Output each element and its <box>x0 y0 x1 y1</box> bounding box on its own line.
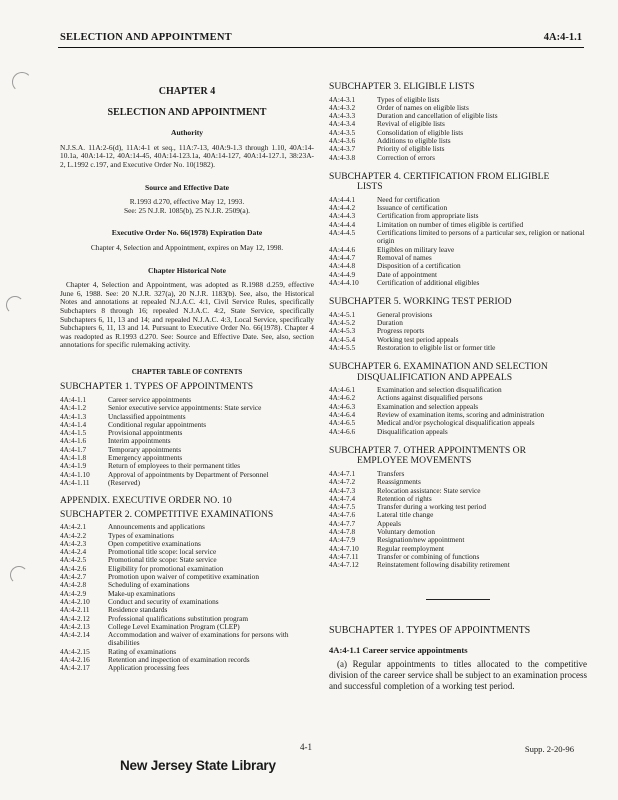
toc-entry-number: 4A:4-7.5 <box>329 502 356 512</box>
toc-entry-number: 4A:4-7.12 <box>329 560 359 570</box>
chapter-title: SELECTION AND APPOINTMENT <box>107 106 267 118</box>
toc-entry <box>329 129 587 137</box>
toc-entry-number: 4A:4-5.3 <box>329 326 356 336</box>
toc-entry-title: Accommodation and waiver of examinations for persons with disabilities <box>108 630 289 648</box>
toc-entry <box>60 598 314 606</box>
toc-sub5-title: SUBCHAPTER 5. WORKING TEST PERIOD <box>329 296 512 308</box>
toc-entry <box>329 428 587 436</box>
toc-entry-title: Application processing fees <box>108 663 190 673</box>
toc-entry-number: 4A:4-1.3 <box>60 411 87 421</box>
toc-entry-number: 4A:4-1.9 <box>60 461 87 471</box>
toc-sub6-title-line1: SUBCHAPTER 6. EXAMINATION AND SELECTION <box>329 361 548 373</box>
toc-entry-title: Regular reemployment <box>377 543 445 553</box>
toc-sub2-title: SUBCHAPTER 2. COMPETITIVE EXAMINATIONS <box>60 508 274 520</box>
toc-entry-number: 4A:4-1.5 <box>60 428 87 438</box>
toc-entry-title: Progress reports <box>377 326 425 336</box>
toc-entry-title: Duration and cancellation of eligible lists <box>377 111 498 121</box>
toc-entry-title: Consolidation of eligible lists <box>377 127 464 137</box>
toc-entry-title: Senior executive service appointments: State service <box>108 403 262 413</box>
toc-entry-number: 4A:4-2.10 <box>60 596 90 606</box>
toc-entry-title: Medical and/or psychological disqualification appeals <box>377 418 535 428</box>
toc-entry-title: Relocation assistance: State service <box>377 485 481 495</box>
toc-sub6-list <box>329 386 587 436</box>
toc-entry-number: 4A:4-2.15 <box>60 646 90 656</box>
toc-entry-number: 4A:4-2.4 <box>60 547 87 557</box>
toc-entry-title: Working test period appeals <box>377 334 459 344</box>
toc-entry-title: Examination and selection disqualification <box>377 385 502 395</box>
toc-entry-number: 4A:4-7.7 <box>329 518 356 528</box>
toc-entry-title: Transfer or combining of functions <box>377 551 480 561</box>
right-column <box>329 56 587 692</box>
toc-entry-title: Disposition of a certification <box>377 261 461 271</box>
toc-sub7-list <box>329 470 587 570</box>
toc-sub6-title-line2: DISQUALIFICATION AND APPEALS <box>357 371 513 383</box>
toc-sub4-title-line2: LISTS <box>357 181 383 193</box>
toc-entry-title: Reinstatement following disability retirement <box>377 560 510 570</box>
toc-entry-title: Removal of names <box>377 252 432 262</box>
toc-entry-number: 4A:4-3.7 <box>329 144 356 154</box>
toc-sub7-title-line1: SUBCHAPTER 7. OTHER APPOINTMENTS OR <box>329 444 526 456</box>
toc-entry-number: 4A:4-4.5 <box>329 228 356 238</box>
toc-sub3-list <box>329 96 587 162</box>
toc-entry <box>60 523 314 531</box>
toc-entry-number: 4A:4-6.3 <box>329 401 356 411</box>
toc-entry-number: 4A:4-2.8 <box>60 580 87 590</box>
toc-entry-number: 4A:4-7.3 <box>329 485 356 495</box>
body-subchapter-title: SUBCHAPTER 1. TYPES OF APPOINTMENTS <box>329 625 531 637</box>
toc-sub3-title: SUBCHAPTER 3. ELIGIBLE LISTS <box>329 81 475 92</box>
toc-entry-number: 4A:4-3.6 <box>329 135 356 145</box>
toc-entry-title: Interim appointments <box>108 436 171 446</box>
toc-entry-title: Temporary appointments <box>108 444 182 454</box>
toc-entry-title: Approval of appointments by Department of Personnel <box>108 469 269 479</box>
toc-entry-number: 4A:4-7.10 <box>329 543 359 553</box>
toc-entry <box>60 437 314 445</box>
toc-entry-number: 4A:4-2.6 <box>60 563 87 573</box>
chapter-label: CHAPTER 4 <box>158 86 216 97</box>
toc-sub2-list <box>60 523 314 672</box>
toc-entry-title: Examination and selection appeals <box>377 401 479 411</box>
library-stamp: New Jersey State Library <box>120 758 276 773</box>
toc-entry <box>60 446 314 454</box>
toc-entry-number: 4A:4-4.4 <box>329 219 356 229</box>
toc-entry-title: Provisional appointments <box>108 428 183 438</box>
body-paragraph: (a) Regular appointments to titles allocated to the competitive division of the career service shall be subject to an examination process and successful completion of a working test period. <box>329 658 587 691</box>
toc-entry-title: Revival of eligible lists <box>377 119 445 129</box>
toc-entry-title: Career service appointments <box>108 394 192 404</box>
toc-entry-title: Additions to eligible lists <box>377 135 451 145</box>
toc-entry <box>329 487 587 495</box>
left-column <box>60 56 314 673</box>
toc-entry-title: Appeals <box>377 518 401 528</box>
toc-entry <box>329 511 587 519</box>
toc-entry-number: 4A:4-5.4 <box>329 334 356 344</box>
toc-entry-number: 4A:4-4.6 <box>329 244 356 254</box>
toc-entry-number: 4A:4-1.2 <box>60 403 87 413</box>
toc-entry-title: Lateral title change <box>377 510 434 520</box>
history-heading: Chapter Historical Note <box>148 265 226 275</box>
toc-entry <box>329 419 587 427</box>
toc-entry-title: Transfer during a working test period <box>377 502 486 512</box>
scan-mark <box>6 296 24 314</box>
toc-entry <box>329 196 587 204</box>
toc-entry-number: 4A:4-7.6 <box>329 510 356 520</box>
toc-entry-number: 4A:4-2.2 <box>60 530 87 540</box>
running-header-section: 4A:4-1.1 <box>543 32 582 43</box>
toc-entry-number: 4A:4-6.1 <box>329 385 356 395</box>
toc-entry-number: 4A:4-1.1 <box>60 394 87 404</box>
toc-entry-title: Professional qualifications substitution program <box>108 613 249 623</box>
toc-entry-title: Certification of additional eligibles <box>377 277 480 287</box>
toc-entry <box>329 279 587 287</box>
toc-entry-number: 4A:4-3.1 <box>329 94 356 104</box>
toc-entry-number: 4A:4-6.4 <box>329 410 356 420</box>
toc-entry-number: 4A:4-7.1 <box>329 468 356 478</box>
toc-entry <box>329 137 587 145</box>
toc-entry <box>329 520 587 528</box>
toc-entry <box>329 536 587 544</box>
running-header-title: SELECTION AND APPOINTMENT <box>60 32 232 43</box>
toc-entry-title: Resignation/new appointment <box>377 535 465 545</box>
toc-entry-title: General provisions <box>377 309 433 319</box>
body-section-heading: 4A:4-1.1 Career service appointments <box>329 644 468 655</box>
source-line-2: See: 25 N.J.R. 1085(b), 25 N.J.R. 2509(a). <box>123 205 251 215</box>
toc-entry-title: Eligibility for promotional examination <box>108 563 224 573</box>
toc-entry-number: 4A:4-6.6 <box>329 426 356 436</box>
toc-entry-title: Review of examination items, scoring and administration <box>377 410 545 420</box>
toc-entry-title: Order of names on eligible lists <box>377 102 469 112</box>
toc-entry <box>329 112 587 120</box>
toc-entry-title: Duration <box>377 317 403 327</box>
authority-heading: Authority <box>170 128 204 138</box>
toc-entry-number: 4A:4-2.7 <box>60 572 87 582</box>
toc-entry-number: 4A:4-4.2 <box>329 203 356 213</box>
toc-entry-number: 4A:4-5.5 <box>329 342 356 352</box>
toc-entry-title: Disqualification appeals <box>377 426 448 436</box>
toc-entry-number: 4A:4-2.14 <box>60 630 90 640</box>
toc-entry-title: Make-up examinations <box>108 588 176 598</box>
toc-entry-number: 4A:4-2.5 <box>60 555 87 565</box>
toc-entry-number: 4A:4-2.17 <box>60 663 90 673</box>
toc-entry-title: Priority of eligible lists <box>377 144 445 154</box>
toc-entry <box>329 503 587 511</box>
toc-entry <box>60 429 314 437</box>
toc-entry-title: Actions against disqualified persons <box>377 393 483 403</box>
toc-entry-number: 4A:4-1.8 <box>60 453 87 463</box>
toc-entry-title: Need for certification <box>377 194 440 204</box>
eo-text: Chapter 4, Selection and Appointment, expires on May 12, 1998. <box>90 242 284 252</box>
toc-appendix: APPENDIX. EXECUTIVE ORDER NO. 10 <box>60 495 232 507</box>
toc-entry-title: Certification from appropriate lists <box>377 211 479 221</box>
toc-entry-number: 4A:4-5.1 <box>329 309 356 319</box>
toc-entry <box>329 344 587 352</box>
toc-entry <box>60 581 314 589</box>
toc-entry-number: 4A:4-4.1 <box>329 194 356 204</box>
toc-sub1-list <box>60 396 314 487</box>
toc-entry-title: (Reserved) <box>108 477 141 487</box>
toc-entry-number: 4A:4-7.8 <box>329 526 356 536</box>
toc-entry <box>329 470 587 478</box>
toc-sub4-title <box>329 172 587 193</box>
toc-entry-title: Reassignments <box>377 477 421 487</box>
toc-entry-title: Retention and inspection of examination records <box>108 654 250 664</box>
toc-entry-title: Scheduling of examinations <box>108 580 190 590</box>
toc-heading: CHAPTER TABLE OF CONTENTS <box>131 367 243 376</box>
toc-entry-title: Rating of examinations <box>108 646 177 656</box>
toc-entry <box>60 664 314 672</box>
toc-entry <box>329 262 587 270</box>
toc-entry-number: 4A:4-3.5 <box>329 127 356 137</box>
toc-entry-title: Correction of errors <box>377 152 435 162</box>
toc-entry-number: 4A:4-3.2 <box>329 102 356 112</box>
toc-entry-title: Types of eligible lists <box>377 94 440 104</box>
toc-entry-number: 4A:4-1.6 <box>60 436 87 446</box>
toc-entry-number: 4A:4-1.7 <box>60 444 87 454</box>
toc-entry-title: Date of appointment <box>377 269 437 279</box>
toc-entry <box>329 246 587 254</box>
toc-entry-title: Promotional title scope: local service <box>108 547 217 557</box>
toc-sub7-title-line2: EMPLOYEE MOVEMENTS <box>357 455 472 467</box>
toc-entry-title: Promotional title scope: State service <box>108 555 217 565</box>
eo-heading: Executive Order No. 66(1978) Expiration Date <box>111 228 263 238</box>
toc-entry-number: 4A:4-7.2 <box>329 477 356 487</box>
toc-entry <box>60 404 314 412</box>
toc-entry-number: 4A:4-3.8 <box>329 152 356 162</box>
scan-mark <box>10 566 28 584</box>
toc-entry-number: 4A:4-4.9 <box>329 269 356 279</box>
toc-entry-number: 4A:4-4.7 <box>329 252 356 262</box>
toc-entry-title: Issuance of certification <box>377 203 448 213</box>
toc-entry-title: Types of examinations <box>108 530 174 540</box>
toc-entry <box>60 631 314 648</box>
toc-entry <box>60 421 314 429</box>
toc-entry-title: Conduct and security of examinations <box>108 596 219 606</box>
toc-entry-number: 4A:4-6.5 <box>329 418 356 428</box>
toc-entry-title: Unclassified appointments <box>108 411 186 421</box>
source-heading: Source and Effective Date <box>144 182 229 192</box>
toc-sub7-title <box>329 446 587 467</box>
toc-entry-title: Emergency appointments <box>108 453 183 463</box>
toc-entry-number: 4A:4-2.12 <box>60 613 90 623</box>
toc-sub6-title <box>329 362 587 383</box>
toc-entry <box>329 319 587 327</box>
toc-entry <box>329 561 587 569</box>
toc-entry-number: 4A:4-4.8 <box>329 261 356 271</box>
toc-entry-title: Announcements and applications <box>108 522 205 532</box>
toc-entry-number: 4A:4-5.2 <box>329 317 356 327</box>
toc-entry <box>60 479 314 487</box>
toc-entry-number: 4A:4-2.16 <box>60 654 90 664</box>
scan-mark <box>12 72 32 92</box>
toc-sub5-list <box>329 311 587 352</box>
toc-entry <box>329 229 587 246</box>
toc-entry-number: 4A:4-3.3 <box>329 111 356 121</box>
supplement-date: Supp. 2-20-96 <box>524 744 574 754</box>
toc-entry-number: 4A:4-4.3 <box>329 211 356 221</box>
toc-entry-title: Limitation on number of times eligible is certified <box>377 219 524 229</box>
header-rule <box>58 47 584 48</box>
toc-entry-number: 4A:4-2.13 <box>60 621 90 631</box>
toc-entry-title: Eligibles on military leave <box>377 244 455 254</box>
toc-sub4-list <box>329 196 587 287</box>
toc-entry-number: 4A:4-2.3 <box>60 538 87 548</box>
toc-entry-title: College Level Examination Program (CLEP) <box>108 621 240 631</box>
toc-entry <box>329 145 587 153</box>
toc-entry-number: 4A:4-4.10 <box>329 277 359 287</box>
toc-entry-title: Certifications limited to persons of a particular sex, religion or national origin <box>377 228 585 246</box>
toc-entry-title: Voluntary demotion <box>377 526 436 536</box>
toc-entry-number: 4A:4-6.2 <box>329 393 356 403</box>
toc-entry-number: 4A:4-1.11 <box>60 477 90 487</box>
toc-entry-number: 4A:4-1.4 <box>60 419 87 429</box>
toc-entry-title: Promotion upon waiver of competitive examination <box>108 572 259 582</box>
toc-entry-title: Open competitive examinations <box>108 538 201 548</box>
toc-entry-number: 4A:4-2.1 <box>60 522 87 532</box>
toc-entry <box>329 311 587 319</box>
toc-entry-title: Retention of rights <box>377 493 432 503</box>
toc-entry-number: 4A:4-7.11 <box>329 551 359 561</box>
toc-sub4-title-line1: SUBCHAPTER 4. CERTIFICATION FROM ELIGIBLE <box>329 170 550 182</box>
page-number: 4-1 <box>300 742 312 752</box>
source-line-1: R.1993 d.270, effective May 12, 1993. <box>129 197 245 207</box>
toc-entry-number: 4A:4-2.11 <box>60 605 90 615</box>
toc-sub1-title: SUBCHAPTER 1. TYPES OF APPOINTMENTS <box>60 381 254 393</box>
toc-entry-title: Restoration to eligible list or former title <box>377 342 496 352</box>
toc-entry-title: Residence standards <box>108 605 168 615</box>
toc-entry <box>329 327 587 335</box>
toc-entry-number: 4A:4-2.9 <box>60 588 87 598</box>
toc-entry-number: 4A:4-7.9 <box>329 535 356 545</box>
toc-entry-title: Transfers <box>377 468 405 478</box>
toc-entry <box>60 471 314 479</box>
toc-entry-number: 4A:4-1.10 <box>60 469 90 479</box>
toc-entry-number: 4A:4-3.4 <box>329 119 356 129</box>
history-text: Chapter 4, Selection and Appointment, was adopted as R.1988 d.259, effective June 6, 1988. See: 20 N.J.R. 327(a), 20 N.J.R. 1183(b). See, also, the Historical Notes and annotations at repealed N.J.A.C. 4:1, Civil Service Rules, specifically Subchapters 8 through 16; repealed N.J.A.C. 4:2, State Service, specifically Subchapters 6, 11, 13 and 14; and repealed N.J.A.C. 4:3, Local Service, specifically Subchapters 6, 11, 13 and 14. Pursuant to Executive Order No. 66(1978). Chapter 4 was readopted as R.1993 d.270. See: Source and Effective Date. See, also, section annotations for specific rulemaking activity. <box>60 280 314 350</box>
section-divider <box>426 599 490 600</box>
authority-text: N.J.S.A. 11A:2-6(d), 11A:4-1 et seq., 11A:7-13, 40A:9-1.3 through 1.10, 40A:14-10.1a, 40A:14-12, 40A:14-45, 40A:14-123.1a, 40A:14-127, 40A:14-127.1, 38:23A-2, L.1992 c.197, and Executive Order No. 10(1982). <box>60 142 314 169</box>
toc-entry-title: Conditional regular appointments <box>108 419 207 429</box>
toc-entry-number: 4A:4-7.4 <box>329 493 356 503</box>
toc-entry-title: Return of employees to their permanent titles <box>108 461 241 471</box>
toc-entry <box>329 154 587 162</box>
